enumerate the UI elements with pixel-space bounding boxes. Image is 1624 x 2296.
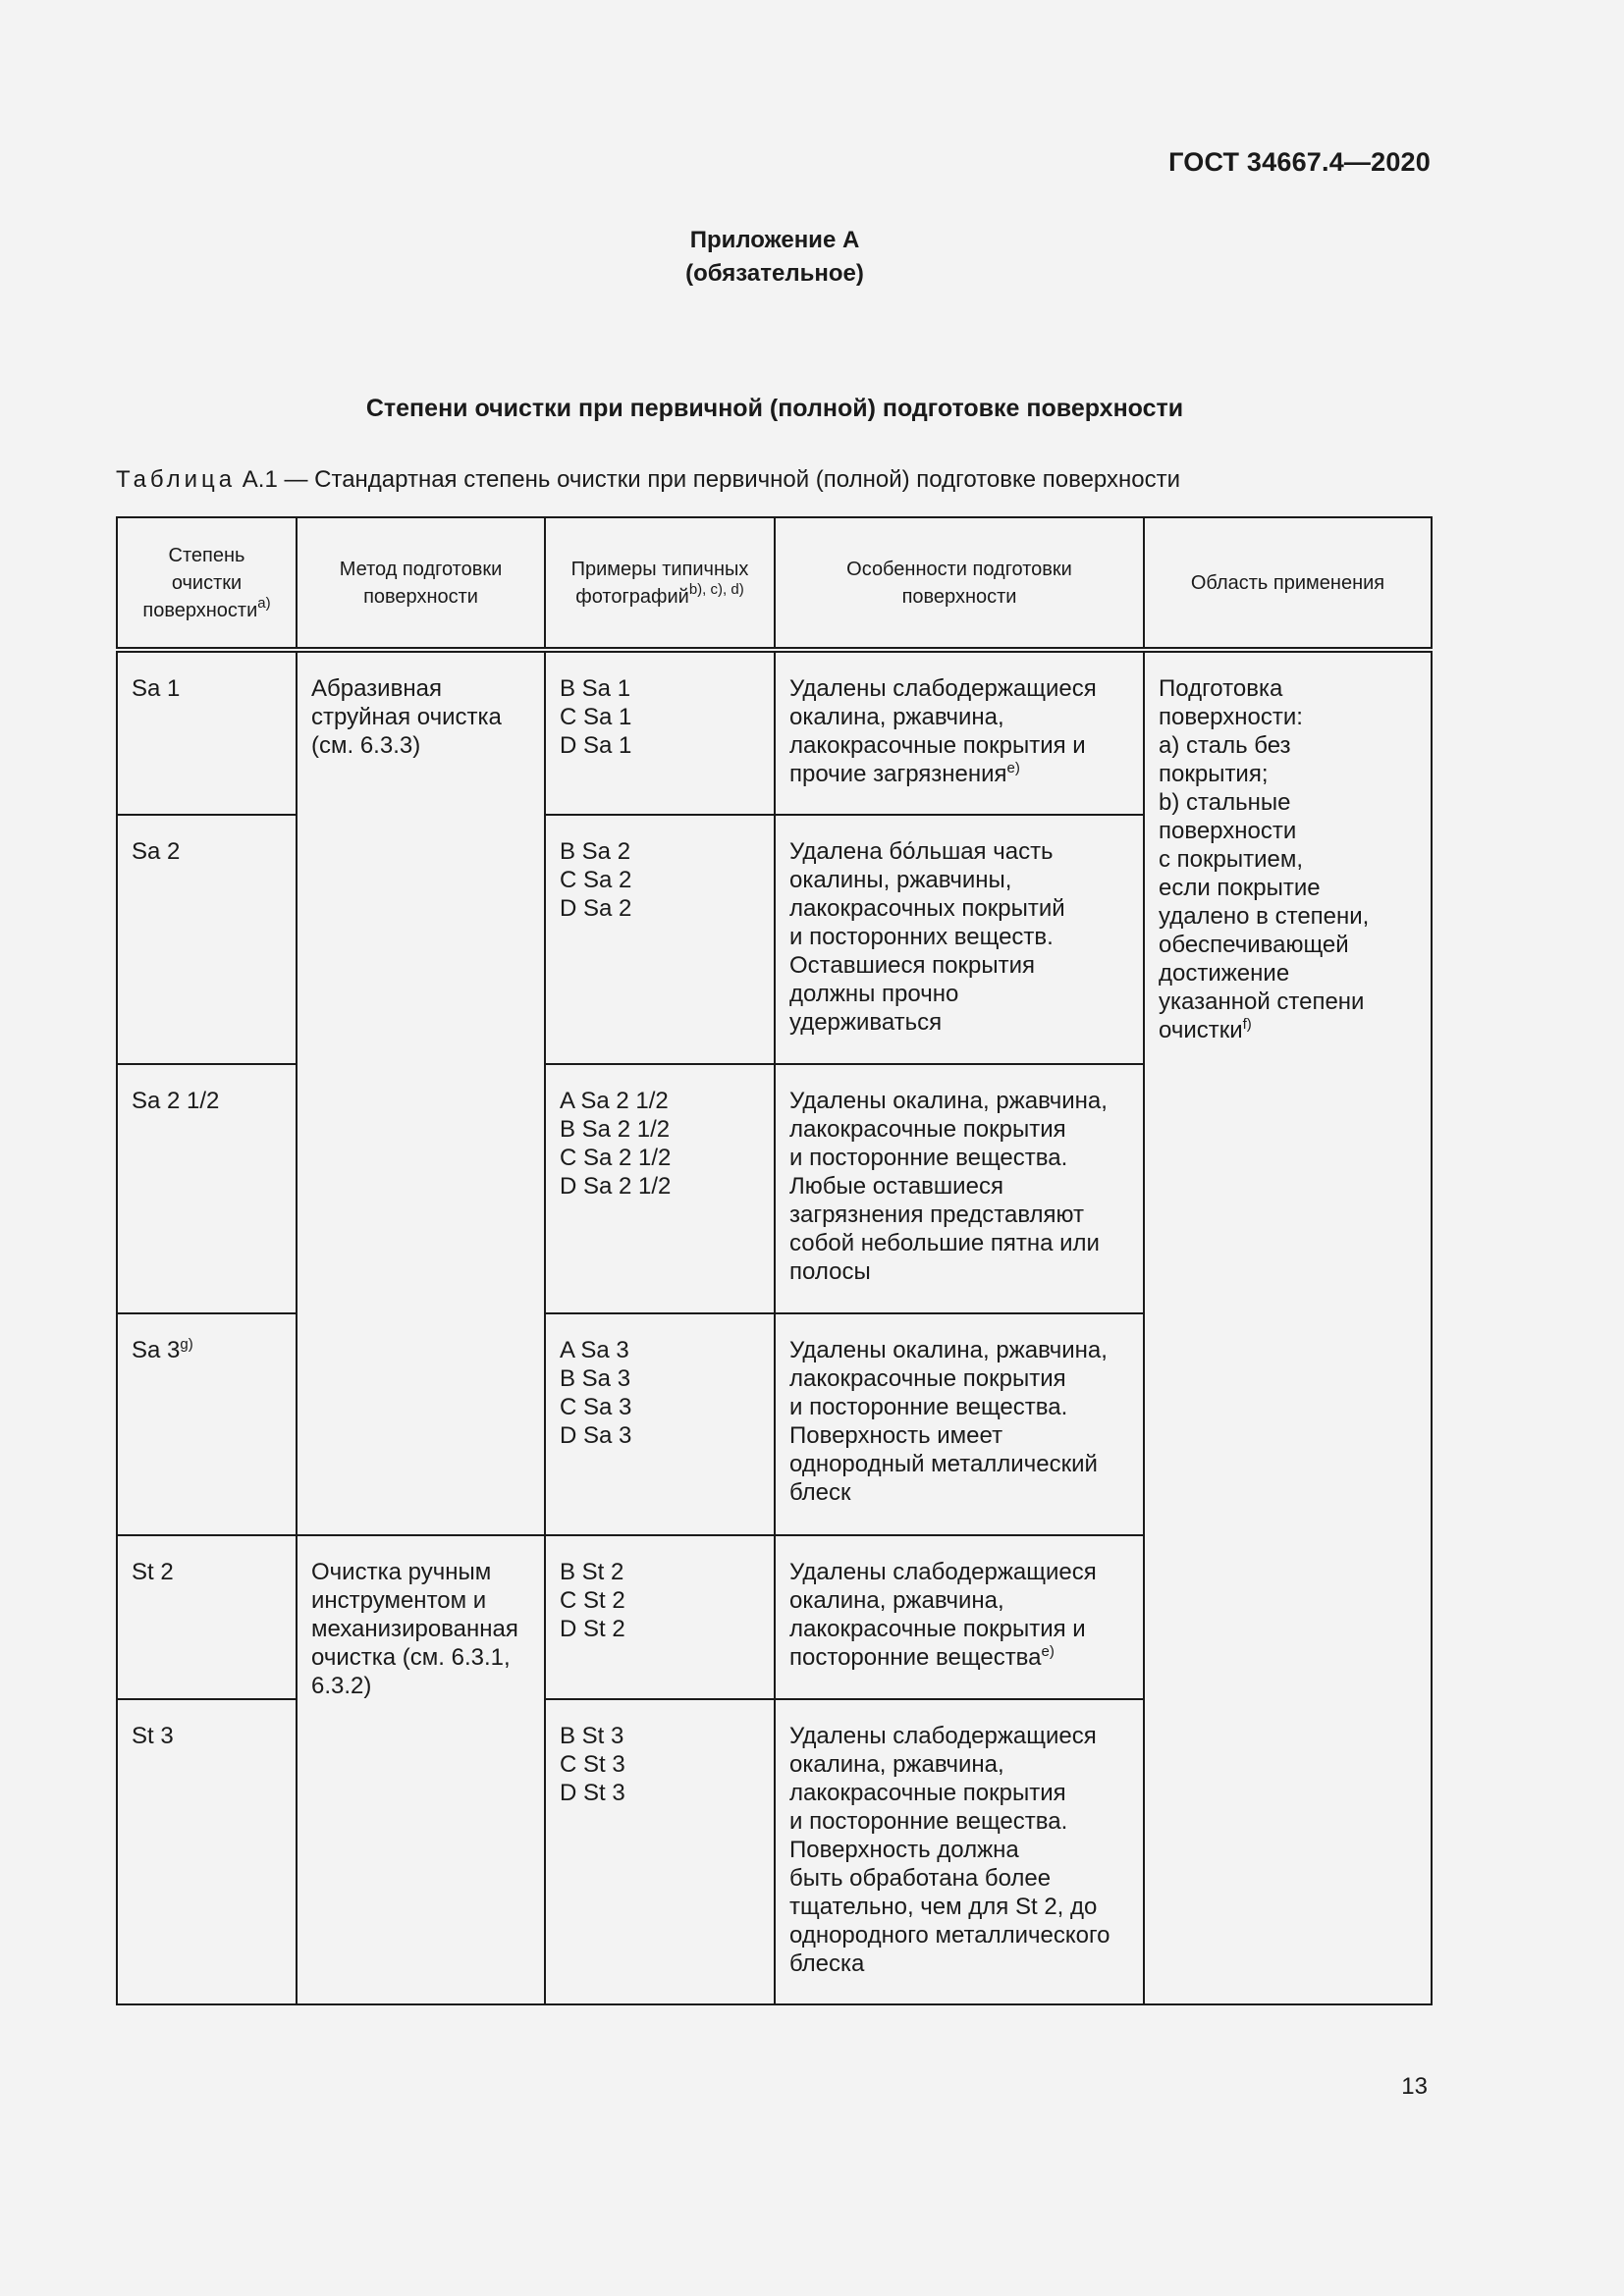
photos-cell: A Sa 3 B Sa 3 C Sa 3 D Sa 3 (545, 1313, 775, 1535)
degree-cell: St 2 (117, 1535, 297, 1699)
table-row (117, 650, 1432, 815)
photos-cell: B St 2 C St 2 D St 2 (545, 1535, 775, 1699)
header-method: Метод подготовки поверхности (297, 517, 545, 650)
application-cell: Подготовка поверхности: a) сталь без покрытия; b) стальные поверхности с покрытием, если покрытие удалено в степени, обеспечивающей достижение указанной степени очистки$^{f)}$ (1144, 650, 1432, 2004)
photos-cell: A Sa 2 1/2 B Sa 2 1/2 C Sa 2 1/2 D Sa 2 1/2 (545, 1064, 775, 1313)
header-application: Область применения (1144, 517, 1432, 650)
annex-block (0, 224, 1549, 291)
degree-cell: Sa 3$^{g)}$ (117, 1313, 297, 1535)
table-caption-prefix: Таблица (116, 466, 237, 493)
cleaning-degrees-table (116, 516, 1433, 2005)
degree-cell: St 3 (117, 1699, 297, 2004)
features-cell: Удалены окалина, ржавчина, лакокрасочные покрытия и посторонние вещества. Любые оставшиеся загрязнения представляют собой небольшие пятна или полосы (775, 1064, 1144, 1313)
method-cell: Очистка ручным инструментом и механизированная очистка (см. 6.3.1, 6.3.2) (297, 1535, 545, 2004)
header-degree: Степень очистки поверхности$^{a)}$ (117, 517, 297, 650)
method-cell: Абразивная струйная очистка (см. 6.3.3) (297, 650, 545, 1535)
table-caption-text: А.1 — Стандартная степень очистки при первичной (полной) подготовке поверхности (236, 466, 1181, 493)
degree-cell: Sa 2 1/2 (117, 1064, 297, 1313)
features-cell: Удалена бо́льшая часть окалины, ржавчины, лакокрасочных покрытий и посторонних веществ. Оставшиеся покрытия должны прочно удерживаться (775, 815, 1144, 1064)
features-cell: Удалены слабодержащиеся окалина, ржавчина, лакокрасочные покрытия и посторонние вещества$^{e)}$ (775, 1535, 1144, 1699)
features-cell: Удалены окалина, ржавчина, лакокрасочные покрытия и посторонние вещества. Поверхность имеет однородный металлический блеск (775, 1313, 1144, 1535)
degree-cell: Sa 1 (117, 650, 297, 815)
features-cell: Удалены слабодержащиеся окалина, ржавчина, лакокрасочные покрытия и прочие загрязнения$^{e)}$ (775, 650, 1144, 815)
photos-cell: B Sa 2 C Sa 2 D Sa 2 (545, 815, 775, 1064)
features-cell: Удалены слабодержащиеся окалина, ржавчина, лакокрасочные покрытия и посторонние вещества. Поверхность должна быть обработана более тщательно, чем для St 2, до однородного металлического блеска (775, 1699, 1144, 2004)
degree-cell: Sa 2 (117, 815, 297, 1064)
photos-cell: B Sa 1 C Sa 1 D Sa 1 (545, 650, 775, 815)
document-code: ГОСТ 34667.4—2020 (1168, 147, 1431, 177)
photos-cell: B St 3 C St 3 D St 3 (545, 1699, 775, 2004)
table-header-row (117, 517, 1432, 650)
page-number: 13 (1401, 2073, 1428, 2100)
table-caption (116, 466, 1180, 494)
header-photos: Примеры типичных фотографий$^{b), c), d)}$ (545, 517, 775, 650)
annex-title: Приложение А (689, 227, 860, 253)
annex-status: (обязательное) (685, 260, 864, 287)
header-features: Особенности подготовки поверхности (775, 517, 1144, 650)
section-heading: Степени очистки при первичной (полной) подготовке поверхности (365, 395, 1184, 422)
